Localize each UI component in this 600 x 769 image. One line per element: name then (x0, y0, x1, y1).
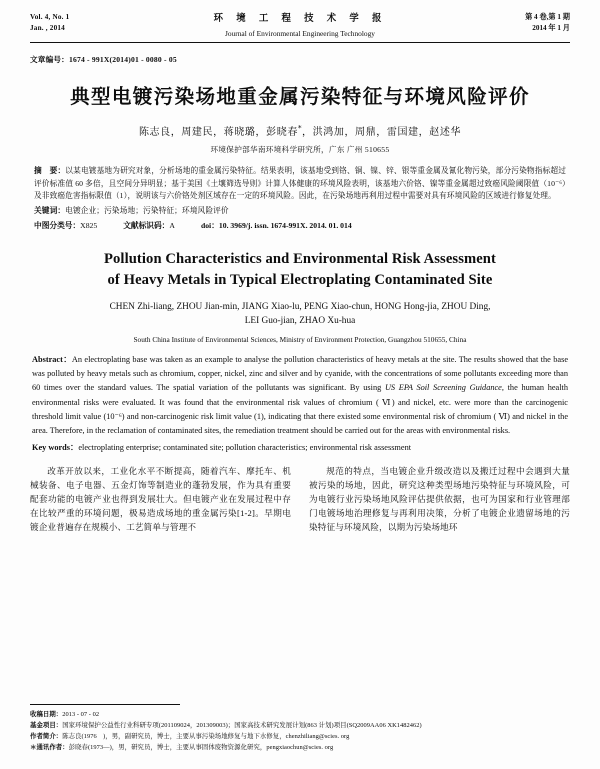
affiliation-cn: 环境保护部华南环境科学研究所，广东 广州 510655 (210, 145, 390, 155)
doc-code-value: A (169, 221, 175, 231)
abstract-en (30, 353, 570, 439)
keywords-cn-label: 关键词： (34, 206, 66, 216)
footnote-funding-text: 国家环境保护公益性行业科研专项(201109024，201309003)；国家高技术研究发展计划(863 计划)项目(SQ2009AA06 XK1482462) (62, 721, 422, 729)
body-columns (30, 464, 570, 534)
doc-code-label: 文献标识码： (123, 221, 170, 231)
abstract-cn-label: 摘 要： (34, 166, 66, 176)
article-number (30, 54, 570, 65)
body-paragraph-right: 规范的特点，当电镀企业升级改造以及搬迁过程中会遇到大量被污染的场地，因此，研究这种类型场地污染特征与环境风险，可为电镀行业污染场地风险评估提供依据，也可为国家和行业管理部门电镀场地治理修复与再利用决策，分析了电镀企业遗留场地的污染特征与环境风险，以期为污染场地环 (309, 466, 570, 533)
keywords-cn (30, 205, 570, 216)
page-title-cn: 典型电镀污染场地重金属污染特征与环境风险评价 (70, 85, 530, 109)
abstract-cn-text: 以某电镀基地为研究对象，分析场地的重金属污染特征。结果表明，该基地受到铬、铜、镍、锌、银等重金属及氰化物污染，部分污染物指标超过评价标准值 60 多倍，且空间分异明显；基于美国《土壤筛选导则》计算人体健康的环境风险表明，该基地六价铬、镍等重金属超过致癌风险阈限值（10⁻⁶）及非致癌危害指标限值（1），说明该与六价铬处剂区域存在一定的环境风险。因此，在污染场地再利用过程中需要对具有环境风险的区域进行修复处理。 (34, 166, 566, 200)
volume-info-right (440, 12, 570, 34)
footnote-received-date-label: 收稿日期： (30, 709, 63, 718)
footnote-received-date (30, 709, 570, 720)
issue-date-en: Jan. , 2014 (30, 24, 65, 33)
journal-title-cn: 环 境 工 程 技 术 学 报 (213, 13, 387, 24)
footnote-author-bio-text: 陈志良(1976 )，男，副研究员，博士，主要从事污染场地修复与地下水修复，chenzhiliang@scies. org (62, 732, 350, 740)
authors-en (30, 301, 570, 329)
footnote-corresponding-author-text: 彭晓春(1973—)，男，研究员，博士，主要从事固体废物资源化研究，pengxiaochun@scies. org (68, 743, 334, 751)
footnote-funding (30, 720, 570, 731)
footnote-divider (30, 704, 180, 705)
abstract-en-part1: An electroplating base was taken as an example to analyse the pollution characteristics of heavy metals at the site. The results showed that the base was polluted by heavy metals such as chromium, copper, nickel, zinc and silver and by cyanide, with the concentrations of some pollutants exceeding more than 60 times over the standard values. The spatial variation of the pollutants was significant. By using (32, 354, 569, 393)
footnote-funding-label: 基金项目： (30, 720, 63, 729)
journal-title-en: Journal of Environmental Engineering Technology (225, 28, 375, 38)
footnote-received-date-text: 2013 - 07 - 02 (62, 710, 100, 718)
footnote-author-bio-label: 作者简介： (30, 731, 63, 740)
keywords-cn-text: 电镀企业；污染场地；污染特征；环境风险评价 (65, 206, 229, 216)
body-column-left (30, 464, 291, 534)
doc-code-group (123, 220, 175, 231)
clc-value: X825 (80, 221, 98, 231)
body-column-right (309, 464, 570, 534)
page-title-en-line1: Pollution Characteristics and Environmental Risk Assessment (104, 251, 496, 268)
footnote-corresponding-author (30, 742, 570, 753)
classification-line (30, 220, 570, 231)
affiliation-en: South China Institute of Environmental Sciences, Ministry of Environment Protection, Guangzhou 510655, China (133, 334, 467, 344)
keywords-en-label: Key words： (32, 443, 79, 453)
article-number-value: 1674 - 991X(2014)01 - 0080 - 05 (68, 55, 177, 65)
authors-en-line2: LEI Guo-jian, ZHAO Xu-hua (244, 315, 356, 326)
authors-en-line1: CHEN Zhi-liang, ZHOU Jian-min, JIANG Xiao-lu, PENG Xiao-chun, HONG Hong-jia, ZHOU Ding, (109, 301, 491, 312)
journal-title-block (160, 12, 440, 39)
header-divider (30, 42, 570, 43)
volume-number-cn: 第 4 卷,第 1 期 (525, 13, 570, 21)
footnotes (30, 704, 570, 753)
issue-date-cn: 2014 年 1 月 (532, 24, 570, 33)
volume-number-en: Vol. 4, No. 1 (30, 13, 70, 21)
footnote-author-bio (30, 731, 570, 742)
abstract-en-label: Abstract： (32, 354, 72, 364)
clc-label: 中图分类号： (34, 221, 81, 231)
body-paragraph-left: 改革开放以来，工业化水平不断提高，随着汽车、摩托车、机械装备、电子电器、五金灯饰等制造业的蓬勃发展，作为具有重要配套功能的电镀产业也得到发展壮大。但电镀产业在发展过程中存在比较严重的环境问题，极易造成场地的重金属污染[1-2]。早期电镀企业普遍存在规模小、工艺简单与管理不 (30, 466, 291, 533)
abstract-en-part2: , the human health environmental risks were evaluated. It was found that the environmental risk values of chromium ( Ⅵ) and nickel, etc. were more than the carcinogenic threshold limit value (10⁻⁶) and non-carcinogenic risk limit value (1), indicating that there existed some environmental risk of chromium ( Ⅵ) and nickel in the area. Therefore, in the reclamation of contaminated sites, the remediation treatment should be carried out for the areas with environmental risks. (32, 383, 568, 436)
keywords-en (30, 441, 570, 453)
corresponding-author-mark: * (297, 124, 303, 133)
authors-cn (30, 123, 570, 138)
article-number-label: 文章编号： (30, 55, 69, 65)
authors-cn-head: 陈志良，周建民，蒋晓璐，彭晓春 (138, 127, 298, 139)
keywords-en-text: electroplating enterprise; contaminated site; pollution characteristics; environmental risk assessment (78, 443, 412, 453)
running-head (30, 0, 570, 39)
volume-info-left (30, 12, 160, 34)
page-title-en-line2: of Heavy Metals in Typical Electroplating Contaminated Site (107, 272, 493, 289)
abstract-en-citation: US EPA Soil Screening Guidance (384, 383, 502, 393)
authors-cn-tail: ，洪鸿加，周鼎，雷国建，赵述华 (302, 127, 462, 139)
footnote-corresponding-author-label: ＊通讯作者： (30, 742, 69, 751)
doi-value: doi：10. 3969/j. issn. 1674-991X. 2014. 01. 014 (200, 221, 352, 231)
abstract-cn (30, 165, 570, 202)
page-title-en (30, 249, 570, 290)
clc-group (34, 220, 97, 231)
